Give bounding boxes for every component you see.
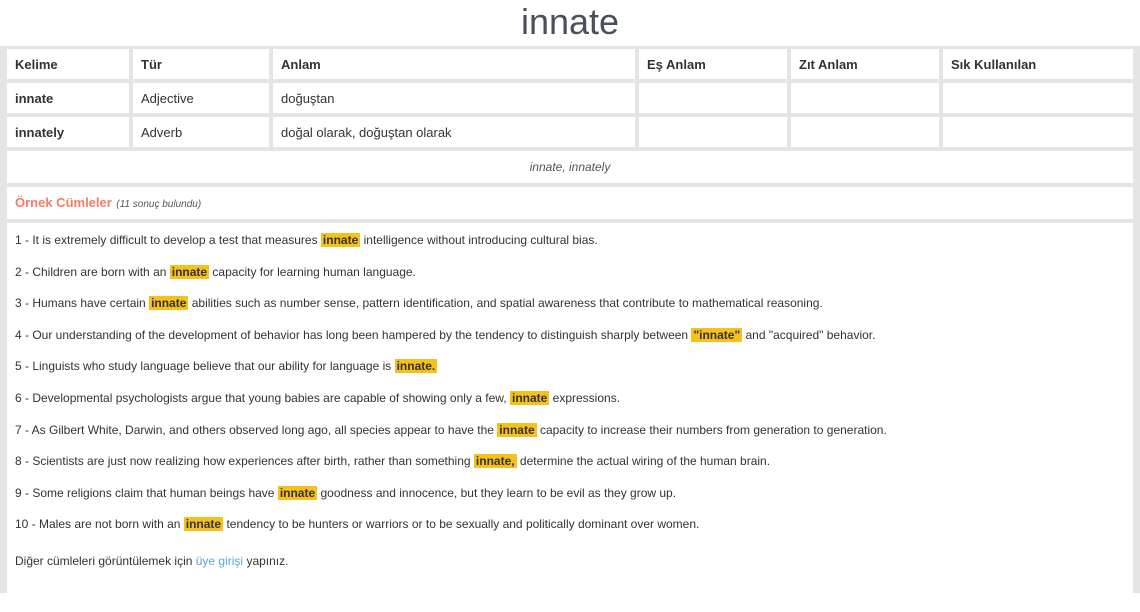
examples-count: (11 sonuç bulundu) [116, 199, 202, 210]
highlighted-word: innate [151, 296, 187, 311]
word-synonym [639, 117, 787, 147]
word-common [943, 83, 1133, 113]
header-anlam: Anlam [273, 49, 635, 79]
example-sentence [15, 229, 1125, 261]
sentence-text: capacity for learning human language. [209, 264, 416, 279]
example-sentence [15, 513, 1125, 545]
header-tur: Tür [133, 49, 269, 79]
sentence-text: 1 - It is extremely difficult to develop a test that measures [15, 233, 321, 247]
word-text: innately [7, 117, 129, 147]
sentence-text: abilities such as number sense, pattern identification, and spatial awareness that contribute to mathematical reasoning. [188, 296, 823, 311]
word-forms: innate, innately [7, 151, 1133, 183]
sentence-text: 4 - Our understanding of the development of behavior has long been hampered by the tendency to distinguish sharply between [15, 327, 692, 342]
word-synonym [639, 83, 787, 113]
example-sentence [15, 292, 1125, 324]
sentence-text: capacity to increase their numbers from generation to generation. [536, 422, 887, 437]
example-sentence [15, 261, 1125, 293]
example-sentence [15, 387, 1125, 419]
highlighted-word: innate [499, 422, 535, 437]
word-table [3, 45, 1137, 151]
sentence-text: goodness and innocence, but they learn to be evil as they grow up. [317, 485, 677, 500]
sentence-text: and "acquired" behavior. [742, 327, 876, 342]
highlighted-word: "innate" [693, 327, 741, 342]
login-prompt [15, 551, 1125, 571]
dictionary-panel [0, 46, 1140, 593]
page-title: innate [520, 1, 620, 42]
sentence-text: 10 - Males are not born with an [15, 517, 184, 532]
word-antonym [791, 117, 939, 147]
sentence-text: intelligence without introducing cultural bias. [360, 233, 598, 247]
sentence-text: tendency to be hunters or warriors or to be sexually and politically dominant over women. [223, 517, 700, 532]
sentence-text: 3 - Humans have certain [15, 296, 150, 311]
sentence-text: expressions. [549, 390, 621, 405]
header-sik-kullanilan: Sık Kullanılan [943, 49, 1133, 79]
word-common [943, 117, 1133, 147]
word-meaning: doğuştan [273, 83, 635, 113]
header-es-anlam: Eş Anlam [639, 49, 787, 79]
table-header-row [7, 49, 1133, 79]
sentence-text: 5 - Linguists who study language believe that our ability for language is [15, 359, 395, 374]
sentence-text: 8 - Scientists are just now realizing how experiences after birth, rather than something [15, 454, 474, 469]
highlighted-word: innate, [475, 454, 515, 469]
examples-list [7, 223, 1133, 593]
highlighted-word: innate [279, 485, 316, 500]
sentence-text: 9 - Some religions claim that human beings have [15, 485, 278, 500]
sentence-text: 7 - As Gilbert White, Darwin, and others observed long ago, all species appear to have the [15, 422, 498, 437]
login-link[interactable]: üye girişi [195, 553, 244, 568]
word-type: Adjective [133, 83, 269, 113]
highlighted-word: innate [171, 264, 208, 279]
example-sentence [15, 355, 1125, 387]
highlighted-word: innate. [396, 359, 436, 374]
header-kelime: Kelime [7, 49, 129, 79]
table-row [7, 117, 1133, 147]
word-meaning: doğal olarak, doğuştan olarak [273, 117, 635, 147]
word-type: Adverb [133, 117, 269, 147]
example-sentence [15, 450, 1125, 482]
examples-label: Örnek Cümleler [15, 195, 112, 210]
highlighted-word: innate [322, 233, 359, 247]
examples-header [7, 187, 1133, 219]
sentence-text: determine the actual wiring of the human brain. [516, 454, 771, 469]
table-row [7, 83, 1133, 113]
example-sentence [15, 324, 1125, 356]
login-prompt-text: Diğer cümleleri görüntülemek için [15, 553, 196, 568]
highlighted-word: innate [185, 517, 222, 532]
highlighted-word: innate [511, 390, 548, 405]
example-sentence [15, 419, 1125, 451]
example-sentence [15, 482, 1125, 514]
login-prompt-text: yapınız. [243, 553, 289, 568]
word-antonym [791, 83, 939, 113]
header-zit-anlam: Zıt Anlam [791, 49, 939, 79]
sentence-text: 6 - Developmental psychologists argue that young babies are capable of showing only a few, [15, 390, 510, 405]
word-link[interactable]: innate [7, 83, 129, 113]
sentence-text: 2 - Children are born with an [15, 264, 170, 279]
